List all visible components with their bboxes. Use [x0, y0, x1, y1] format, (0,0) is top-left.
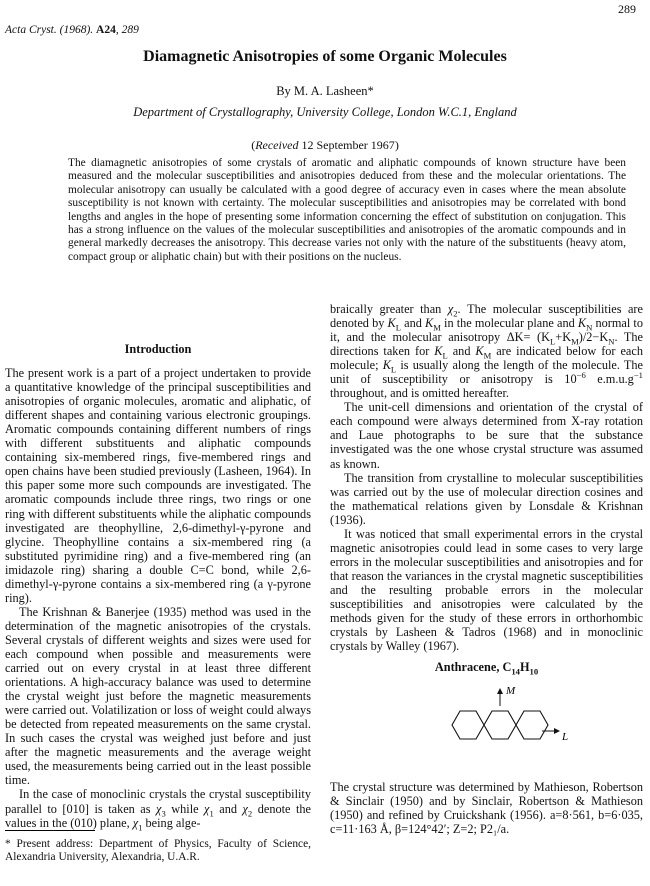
text-run: +K — [555, 330, 572, 345]
footnote: * Present address: Department of Physics, Faculty of Science, Alexandria University, Alexandria, U.A.R. — [5, 838, 311, 863]
l-axis-label: L — [562, 731, 569, 743]
journal-citation — [5, 24, 139, 36]
anthracene-rings — [452, 711, 548, 739]
text-run: are indicated below for each molecule; — [330, 344, 643, 373]
right-column — [330, 302, 643, 653]
footnote-divider — [5, 830, 95, 831]
text-run: throughout, and is omitted hereafter. — [330, 386, 509, 401]
m-axis-label: M — [506, 685, 516, 697]
intro-paragraph-2: The Krishnan & Banerjee (1935) method was used in the determination of the magnetic anisotropies of the crystals. Several crystals of different weights and sizes were used for each compound when possible and measurements were carried out on every crystal in at least three different orientations. A high-accuracy balance was used to determine the crystal weight just before the magnetic measurements were carried out. Volatilization or loss of weight could always be detected from repeated measurements on the same crystal. In such cases the crystal was weighed just before and just after the magnetic measurements and the average weight used, the measurements being carried out in the least possible time. — [5, 604, 311, 788]
text-run: In the case of monoclinic crystals the crystal susceptibility parallel to [010] is taken as — [5, 787, 311, 816]
author-name: M. A. Lasheen* — [293, 84, 374, 98]
introduction-heading: Introduction — [124, 342, 192, 356]
journal-page: , 289 — [115, 24, 139, 36]
received-label: Received — [255, 138, 299, 152]
ring-middle — [484, 711, 516, 739]
subscript: 10 — [529, 666, 539, 677]
affiliation: Department of Crystallography, University College, London W.C.1, England — [133, 105, 517, 119]
text-run: in the molecular plane and — [440, 316, 578, 331]
text-run: and — [213, 801, 243, 816]
subscript: 14 — [511, 666, 520, 677]
l-arrowhead-icon — [554, 728, 560, 734]
text-run: )/2−K — [578, 330, 609, 345]
author-line — [0, 84, 650, 99]
intro-paragraph-3: In the case of monoclinic crystals the crystal susceptibility parallel to [010] is taken as $\chi_3$ while $\chi_1$ and $\chi_2$ denote the values in the (010) plane, $\chi_1$ being alge- — [5, 787, 311, 832]
right-paragraph-2: The unit-cell dimensions and orientation of the crystal of each compound were always determined from X-ray rotation and Laue photographs to be sure that the substance investigated was the one whose crystal structure was assumed as known. — [330, 400, 643, 471]
text-run: normal to it, and the molecular anisotropy ΔK= (K — [330, 316, 643, 345]
paper-title: Diamagnetic Anisotropies of some Organic Molecules — [143, 48, 507, 65]
ring-right — [516, 711, 548, 739]
text-run: . The directions taken for — [330, 330, 644, 359]
text-run: braically greater than — [330, 302, 448, 316]
anthracene-paragraph: The crystal structure was determined by Mathieson, Robertson & Sinclair (1950) and by Sinclair, Robertson & Mathieson (1950) and refined by Cruickshank (1956). a=8·561, b=6·035, c=11·163 Å, β=124°42′; Z=2; P2₁/a. — [330, 780, 643, 837]
right-paragraph-3: The transition from crystalline to molecular susceptibilities was carried out by the use of molecular direction cosines and the mathematical relations given by Lonsdale & Krishnan (1936). — [330, 470, 643, 527]
text-run: Anthracene, C — [434, 660, 512, 674]
right-paragraph-1: braically greater than $\chi_2$. The molecular susceptibilities are denoted by $K_L$ and $K_M$ in the molecular plane and $K_N$ normal to it, and the molecular anisotropy $\Delta K= (K_L+K_M)/2-K_N$. The directions taken for $K_L$ and $K_M$ are indicated below for each molecule; $K_L$ is usually along the length of the molecule. The unit of susceptibility or anisotropy is $10^{-6}$ $e.m.u.g^{-1}$ throughout, and is omitted hereafter. — [330, 302, 644, 401]
text-run: H — [519, 660, 530, 674]
text-run: while — [165, 801, 205, 816]
page-number: 289 — [618, 2, 636, 16]
abstract: The diamagnetic anisotropies of some crystals of aromatic and aliphatic compounds of known structure have been measured and the molecular susceptibilities and anisotropies deduced from these and the molecular orientations. The molecular anisotropy can usually be calculated with a good degree of accuracy even in cases where the mean absolute susceptibility is not known with certainty. The molecular susceptibilities and anisotropies may be correlated with bond lengths and angles in the hope of presenting some information concerning the effect of substitution on conjugation. This has a strong influence on the values of the molecular susceptibilities and anisotropies of the aromatic compounds and in general markedly decreases the anisotropy. This decrease varies not only with the nature of the substituents (heavy atom, compact group or aliphatic chain) but with their positions on the nucleus. — [68, 157, 626, 263]
m-arrowhead-icon — [497, 688, 503, 694]
intro-paragraph-1: The present work is a part of a project undertaken to provide a quantitative knowledge of the principal susceptibilities and anisotropies of organic molecules, aromatic and aliphatic, of different shapes and containing various electronic groupings. Aromatic compounds containing different numbers of rings with different substituents and aliphatic compounds containing six-membered rings, five-membered rings and open chains have been studied previously (Lasheen, 1964). In this paper some more such compounds are investigated. The aromatic compounds include three rings, two rings or one ring with different substituents while the aliphatic compounds investigated are theophylline, 2,6-dimethyl-γ-pyrone and glycine. Theophylline contains a six-membered ring (a substituted pyrimidine ring) and a five-membered ring (an imidazole ring) sharing a double C=C bond, while 2,6-dimethyl-γ-pyrone contains a six-membered ring (a γ-pyrone ring). — [5, 366, 311, 605]
text-run: being alge- — [142, 815, 201, 830]
text-run: e.m.u.g — [585, 372, 634, 387]
anthracene-heading — [330, 660, 643, 675]
journal-name: Acta Cryst. — [5, 24, 57, 36]
left-column — [5, 334, 311, 830]
received-value: 12 September 1967 — [301, 138, 395, 152]
author-by: By — [276, 84, 291, 98]
text-run: . The molecular susceptibilities are denoted by — [330, 302, 643, 331]
anthracene-structure-diagram — [440, 680, 570, 770]
ring-left — [452, 711, 484, 739]
journal-year: (1968). — [59, 24, 94, 36]
right-paragraph-4: It was noticed that small experimental errors in the crystal magnetic anisotropies could lead in some cases to very large errors in the molecular susceptibilities and anisotropies and for that reason the variances in the crystal magnetic susceptibilities and the resulting probable errors in the molecular susceptibilities and anisotropies were calculated by the methods given for the study of these errors in orthorhombic crystals by Lasheen & Tadros (1968) and in monoclinic crystals by Walley (1967). — [330, 526, 643, 654]
text-run: is usually along the length of the molecule. The unit of susceptibility or anisotropy is 10 — [330, 358, 644, 387]
journal-volume: A24 — [96, 24, 116, 36]
text-run: and — [400, 316, 426, 331]
received-date: (Received 12 September 1967) — [251, 138, 399, 152]
text-run: denote the values in the (010) plane, — [5, 801, 311, 830]
